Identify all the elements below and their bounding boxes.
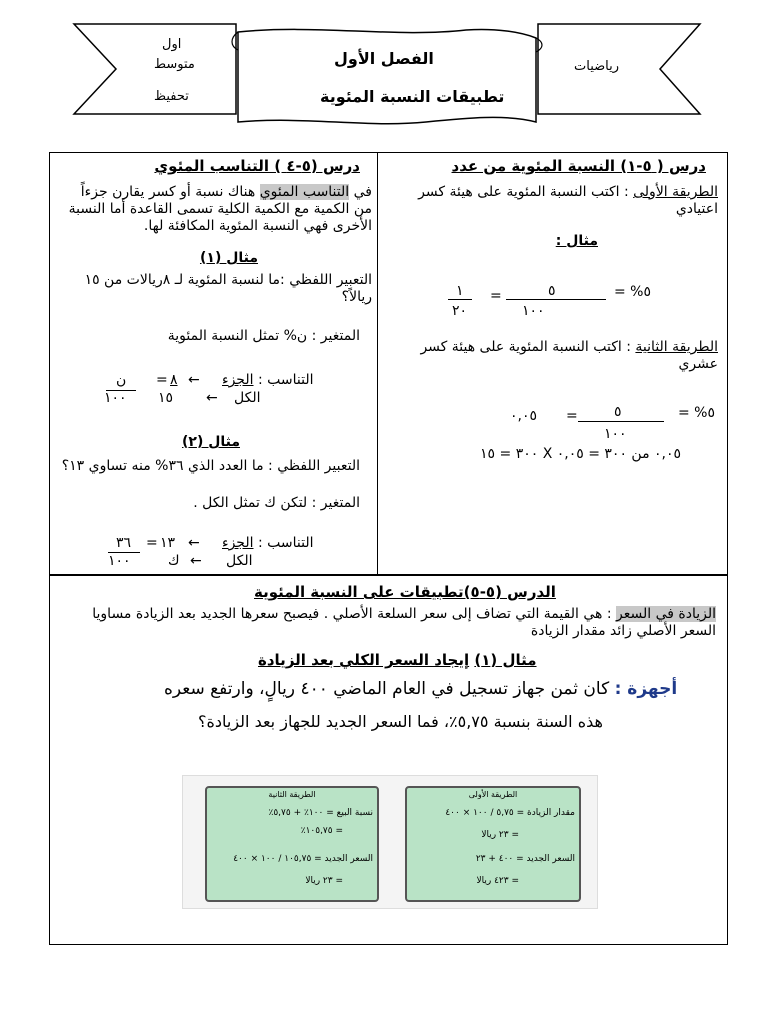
- ex2-eq: =: [146, 535, 158, 551]
- ex2-r-top: ٣٦: [116, 535, 132, 551]
- problem-line2: هذه السنة بنسبة ٥,٧٥٪، فما السعر الجديد للجهاز بعد الزيادة؟: [198, 712, 603, 731]
- frac2-bar: [578, 421, 664, 422]
- method2-row4: = ٢٣ ريالا: [305, 876, 343, 886]
- frac1-den: ١٠٠: [522, 303, 545, 319]
- bottom-lesson-title: الدرس (٥-٥)تطبيقات على النسبة المئوية: [254, 583, 556, 601]
- ex2-whole: الكل: [226, 553, 253, 569]
- ex1-arrow-bot: ←: [206, 390, 218, 406]
- method1-header: الطريقة الأولى: [468, 790, 518, 799]
- method2-row3: السعر الجديد = ١٠٥,٧٥ / ١٠٠ × ٤٠٠: [233, 854, 373, 864]
- problem-line1: [164, 678, 677, 700]
- bottom-example-heading: [258, 652, 537, 669]
- frac1-lhs: ٥% =: [614, 284, 652, 300]
- problem-text1: كان ثمن جهاز تسجيل في العام الماضي ٤٠٠ ريالٍ، وارتفع سعره: [164, 679, 610, 699]
- ex1-v-top: ٨: [170, 372, 178, 388]
- method2-block: [388, 339, 718, 373]
- method1-row4: = ٤٢٣ ريالا: [476, 876, 519, 886]
- frac1-r-num: ١: [456, 283, 464, 299]
- example2-label: مثال (٢): [181, 434, 240, 450]
- frac1-r-bar: [448, 299, 472, 300]
- solution-image: [182, 775, 598, 909]
- method1-card: [405, 786, 581, 902]
- unit-title: تطبيقات النسبة المئوية: [320, 87, 505, 106]
- increase-text: : هي القيمة التي تضاف إلى سعر السلعة الأصلي . فيصبح سعرها الجديد بعد الزيادة مساويا السعر الأصلي زائد مقدار الزيادة: [92, 606, 716, 639]
- ex1-n-den: ١٠٠: [104, 390, 127, 406]
- right-lesson-title: درس ( ٥-١) النسبة المئوية من عدد: [451, 157, 706, 175]
- intro-rest: هناك نسبة أو كسر يقارن جزءاً من الكمية مع الكمية الكلية تسمى القاعدة أما النسبة الأخرى فهي النسبة المئوية المكافئة لها.: [68, 184, 372, 234]
- ex2-r-bot: ١٠٠: [108, 553, 131, 569]
- ex2-part: الجزء: [222, 535, 254, 551]
- method1-text: : اكتب النسبة المئوية على هيئة كسر اعتيادي: [418, 184, 718, 217]
- ex1-variable: المتغير : ن% تمثل النسبة المئوية: [167, 328, 360, 344]
- ex2-v-bot: ك: [168, 553, 180, 569]
- example1-label: مثال (١): [199, 250, 258, 266]
- method1-row3: السعر الجديد = ٤٠٠ + ٢٣: [475, 854, 575, 864]
- frac1-num: ٥: [548, 283, 556, 299]
- bottom-example-label: مثال (١): [474, 651, 537, 669]
- frac1-r-den: ٢٠: [452, 303, 468, 319]
- frac1-eq: =: [490, 288, 502, 304]
- increase-highlight: الزيادة في السعر: [616, 606, 716, 622]
- memorize-label: تحفيظ: [154, 89, 189, 104]
- method2-label: الطريقة الثانية: [635, 339, 718, 355]
- subject-label: رياضيات: [574, 59, 620, 74]
- method1-row1: مقدار الزيادة = ٥,٧٥ / ١٠٠ × ٤٠٠: [445, 808, 575, 818]
- method2-text: : اكتب النسبة المئوية على هيئة كسر عشري: [420, 339, 718, 372]
- grade-line2: متوسط: [154, 57, 195, 72]
- ex1-part: الجزء: [222, 372, 254, 388]
- top-table-divider: [377, 152, 378, 575]
- method2-row2: = ١٠٥,٧٥٪: [300, 826, 343, 836]
- ex2-arrow-bot: ←: [190, 553, 202, 569]
- ex1-prop-label: التناسب :: [258, 372, 314, 388]
- problem-head: أجهزة :: [614, 679, 678, 699]
- calc-line: ٠,٠٥ من ٣٠٠ = ٠,٠٥ X ٣٠٠ = ١٥: [480, 446, 682, 462]
- ex1-verbal: التعبير اللفظي :ما لنسبة المئوية لـ ٨ريالات من ١٥ ريالاً؟: [84, 272, 372, 305]
- ex1-n: ن: [116, 372, 127, 388]
- bottom-example-title: إيجاد السعر الكلي بعد الزيادة: [258, 651, 470, 669]
- method2-row1: نسبة البيع = ١٠٠٪ + ٥,٧٥٪: [268, 808, 373, 818]
- method2-header: الطريقة الثانية: [268, 790, 316, 799]
- frac2-num: ٥: [614, 404, 622, 420]
- frac2-lhs: ٥% =: [678, 405, 716, 421]
- right-example-label: مثال :: [555, 233, 598, 249]
- ex2-prop-label: التناسب :: [258, 535, 314, 551]
- ex1-whole: الكل: [234, 390, 261, 406]
- method2-card: [205, 786, 379, 902]
- chapter-title: الفصل الأول: [334, 49, 434, 68]
- frac2-eq: =: [566, 408, 578, 424]
- ex1-eq: =: [156, 372, 168, 388]
- ex2-arrow-top: ←: [188, 535, 200, 551]
- ex1-v-bot: ١٥: [158, 390, 174, 406]
- intro-highlight: التناسب المئوي: [259, 184, 350, 200]
- ex2-v-top: ١٣: [160, 535, 176, 551]
- method1-block: [388, 184, 718, 218]
- grade-line1: اول: [162, 37, 182, 52]
- intro-pre: في: [353, 184, 372, 200]
- frac1-bar: [506, 299, 606, 300]
- left-lesson-title: درس (٥-٤ ) التناسب المئوي: [154, 157, 360, 175]
- ex1-arrow-top: ←: [188, 372, 200, 388]
- method1-row2: = ٢٣ ريالا: [481, 830, 519, 840]
- method1-label: الطريقة الأولى: [633, 184, 718, 200]
- frac2-res: ٠,٠٥: [510, 408, 538, 424]
- frac2-den: ١٠٠: [604, 426, 627, 442]
- ex2-verbal: التعبير اللفظي : ما العدد الذي ٣٦% منه تساوي ١٣؟: [61, 458, 360, 474]
- increase-definition: [60, 606, 716, 640]
- ex2-variable: المتغير : لتكن ك تمثل الكل .: [193, 495, 360, 511]
- header-banner: [66, 18, 708, 128]
- left-intro: [60, 184, 372, 235]
